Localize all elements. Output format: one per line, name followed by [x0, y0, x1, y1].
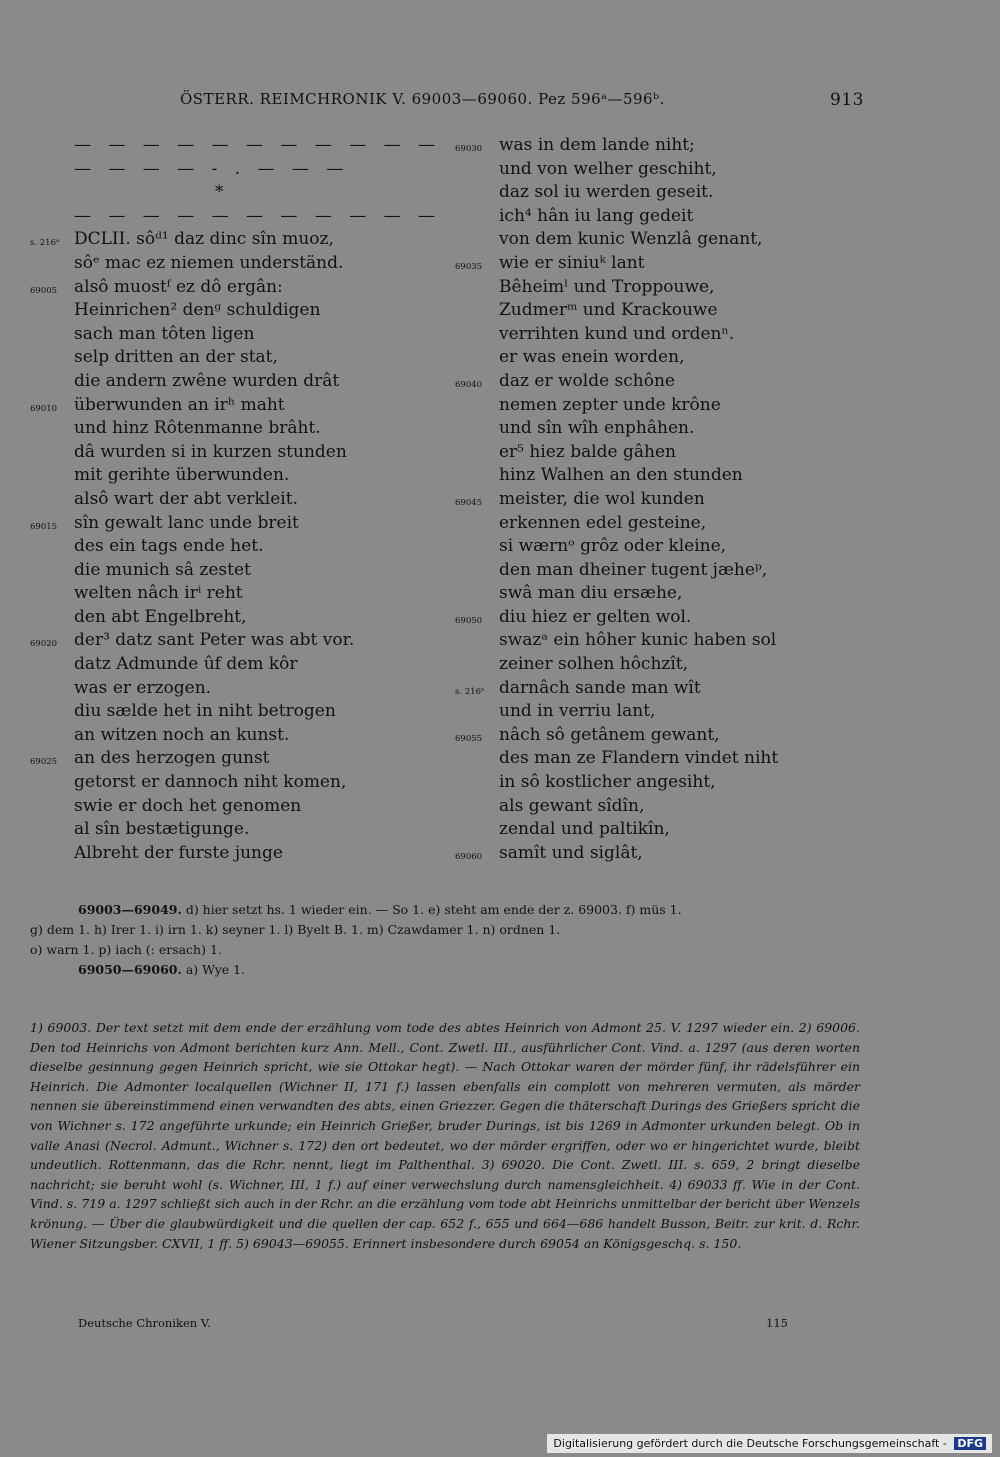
- verse-text: und von welher geschiht,: [499, 158, 717, 179]
- verse-line: [30, 818, 430, 842]
- verse-text: den man dheiner tugent jæheᵖ,: [499, 559, 768, 580]
- line-number: 69050: [455, 615, 483, 626]
- verse-line: [455, 559, 875, 583]
- verse-line: [455, 724, 875, 748]
- verse-line: [30, 700, 430, 724]
- verse-text: nâch sô getânem gewant,: [499, 724, 720, 745]
- line-number: 69030: [455, 144, 483, 154]
- verse-line: [30, 606, 430, 630]
- verse-text: des ein tags ende het.: [74, 536, 264, 557]
- verse-line: [30, 724, 430, 748]
- footer-series: Deutsche Chroniken V.: [78, 1316, 211, 1330]
- apparatus-ref: 69003—69049.: [78, 902, 182, 917]
- verse-line: [30, 512, 430, 536]
- verse-line: [455, 346, 875, 370]
- verse-text: an des herzogen gunst: [74, 748, 270, 769]
- verse-text: Heinrichen² denᵍ schuldigen: [74, 300, 321, 321]
- verse-line: [455, 818, 875, 842]
- verse-column-right: [455, 134, 875, 865]
- verse-text: sîn gewalt lanc unde breit: [74, 512, 299, 533]
- verse-line: [30, 394, 430, 418]
- verse-line: [455, 747, 875, 771]
- verse-line: [455, 158, 875, 182]
- verse-text: an witzen noch an kunst.: [74, 724, 290, 745]
- verse-text: er was enein worden,: [499, 347, 685, 368]
- verse-line: [30, 158, 430, 182]
- verse-text: Bêheimˡ und Troppouwe,: [499, 276, 715, 297]
- verse-line: [455, 535, 875, 559]
- footnotes: 1) 69003. Der text setzt mit dem ende der erzählung vom tode des abtes Heinrich von Admont 25. V. 1297 wieder ein. 2) 69006. Den tod Heinrichs von Admont berichten kurz Ann. Mell., Cont. Zwetl. III., ausführlicher Cont. Vind. a. 1297 (aus deren worten dieselbe gesinnung gegen Heinrich spricht, wie sie Ottokar hegt). — Nach Ottokar waren der mörder fünf, ihr rädelsführer ein Heinrich. Die Admonter localquellen (Wichner II, 171 f.) lassen ebenfalls ein complott von mehreren vermuten, als mörder nennen sie übereinstimmend einen verwandten des abts, einen Griezzer. Gegen die thäterschaft Durings des Grießers spricht die von Wichner s. 172 angeführte urkunde; ein Heinrich Grießer, bruder Durings, ist bis 1269 in Admonter urkunden belegt. Ob in valle Anasi (Necrol. Admunt., Wichner s. 172) den ort bedeutet, wo der mörder ergriffen, oder wo er hingerichtet wurde, bleibt undeutlich. Rottenmann, das die Rchr. nennt, liegt im Palthenthal. 3) 69020. Die Cont. Zwetl. III. s. 659, 2 bringt dieselbe nachricht; sie beruht wohl (s. Wichner, III, 1 f.) auf einer verwechslung durch namensgleichheit. 4) 69033 ff. Wie in der Cont. Vind. s. 719 a. 1297 schließt sich auch in der Rchr. an die erzählung vom tode abt Heinrichs unmittelbar der bericht über Wenzels krönung. — Über die glaubwürdigkeit und die quellen der cap. 652 f., 655 und 664—686 handelt Busson, Beitr. zur krit. d. Rchr. Wiener Sitzungsber. CXVII, 1 ff. 5) 69043—69055. Erinnert insbesondere durch 69054 an Königsgeschq. s. 150.: [30, 1020, 860, 1251]
- verse-line: [30, 464, 430, 488]
- verse-text: swie er doch het genomen: [74, 795, 302, 816]
- verse-text: überwunden an irʰ maht: [74, 394, 285, 415]
- verse-text: welten nâch irⁱ reht: [74, 583, 243, 604]
- verse-line: [455, 417, 875, 441]
- verse-line: [30, 370, 430, 394]
- verse-text: — — — — — — — — — — —: [74, 205, 442, 226]
- verse-line: [30, 252, 430, 276]
- verse-text: in sô kostlicher angesiht,: [499, 772, 716, 793]
- verse-text: zeiner solhen hôchzît,: [499, 654, 689, 675]
- verse-line: [30, 488, 430, 512]
- verse-column-left: [30, 134, 442, 865]
- verse-text: erkennen edel gesteine,: [499, 512, 707, 533]
- verse-text: diu hiez er gelten wol.: [499, 606, 692, 627]
- verse-text: nemen zepter unde krône: [499, 394, 721, 415]
- verse-line: [455, 394, 875, 418]
- apparatus-ref: 69050—69060.: [78, 962, 182, 977]
- line-number: 69005: [30, 285, 58, 296]
- verse-text: — — — — - . — — —: [74, 158, 350, 179]
- line-number: 69040: [455, 379, 483, 390]
- verse-line: [455, 582, 875, 606]
- verse-text: selp dritten an der stat,: [74, 347, 278, 368]
- dfg-banner: [547, 1434, 992, 1453]
- verse-text: *: [215, 182, 224, 203]
- verse-text: hinz Walhen an den stunden: [499, 465, 743, 486]
- verse-text: Zudmerᵐ und Krackouwe: [499, 300, 718, 321]
- verse-line: [30, 323, 430, 347]
- verse-text: er⁵ hiez balde gâhen: [499, 441, 676, 462]
- verse-text: ich⁴ hân iu lang gedeit: [499, 205, 694, 226]
- verse-line: [455, 299, 875, 323]
- verse-text: darnâch sande man wît: [499, 677, 701, 698]
- verse-line: [455, 795, 875, 819]
- verse-line: [455, 323, 875, 347]
- verse-line: [455, 700, 875, 724]
- line-number: s. 216ᵇ: [455, 686, 485, 697]
- verse-text: swâ man diu ersæhe,: [499, 583, 683, 604]
- running-header: [180, 90, 870, 108]
- verse-text: dâ wurden si in kurzen stunden: [74, 441, 347, 462]
- verse-text: die munich sâ zestet: [74, 559, 251, 580]
- verse-line: [30, 205, 442, 229]
- verse-line: [30, 181, 430, 205]
- verse-text: swazᵃ ein hôher kunic haben sol: [499, 630, 777, 651]
- verse-line: [30, 299, 430, 323]
- verse-line: [455, 677, 875, 701]
- verse-text: und sîn wîh enphâhen.: [499, 418, 695, 439]
- verse-line: [30, 747, 430, 771]
- page-number: 913: [830, 90, 864, 110]
- verse-text: sach man tôten ligen: [74, 323, 255, 344]
- dfg-text: Digitalisierung gefördert durch die Deutsche Forschungsgemeinschaft -: [553, 1437, 947, 1450]
- verse-text: daz sol iu werden geseit.: [499, 182, 714, 203]
- verse-text: zendal und paltikîn,: [499, 819, 670, 840]
- verse-text: DCLII. sôᵈ¹ daz dinc sîn muoz,: [74, 229, 334, 250]
- verse-text: — — — — — — — — — — —: [74, 135, 442, 155]
- verse-text: samît und siglât,: [499, 842, 643, 863]
- verse-line: [30, 771, 430, 795]
- verse-line: [30, 535, 430, 559]
- footer-signature: 115: [766, 1316, 788, 1330]
- dfg-logo: DFG: [954, 1437, 986, 1450]
- verse-line: [30, 228, 430, 252]
- verse-text: des man ze Flandern vindet niht: [499, 748, 779, 769]
- verse-text: mit gerihte überwunden.: [74, 465, 290, 486]
- line-number: 69010: [30, 403, 58, 414]
- verse-text: si wærnᵒ grôz oder kleine,: [499, 536, 727, 557]
- apparatus-text: g) dem 1. h) Irer 1. i) irn 1. k) seyner 1. l) Byelt B. 1. m) Czawdamer 1. n) ordnen 1.: [30, 922, 561, 937]
- line-number: 69015: [30, 521, 58, 532]
- verse-text: getorst er dannoch niht komen,: [74, 772, 347, 793]
- verse-text: und hinz Rôtenmanne brâht.: [74, 418, 321, 439]
- apparatus-text: o) warn 1. p) iach (: ersach) 1.: [30, 942, 222, 957]
- verse-text: und in verriu lant,: [499, 701, 656, 722]
- critical-apparatus: [30, 900, 860, 980]
- line-number: s. 216ᵃ: [30, 238, 60, 249]
- verse-text: diu sælde het in niht betrogen: [74, 701, 336, 722]
- line-number: 69025: [30, 757, 58, 768]
- verse-line: [30, 582, 430, 606]
- verse-line: [455, 464, 875, 488]
- verse-text: verrihten kund und ordenⁿ.: [499, 323, 735, 344]
- verse-text: der³ datz sant Peter was abt vor.: [74, 630, 355, 651]
- verse-line: [455, 842, 875, 866]
- verse-line: [455, 228, 875, 252]
- line-number: 69060: [455, 851, 483, 862]
- running-title: ÖSTERR. REIMCHRONIK V. 69003—69060. Pez 596ᵃ—596ᵇ.: [180, 90, 665, 108]
- verse-line: [455, 441, 875, 465]
- verse-line: [455, 606, 875, 630]
- verse-line: [455, 252, 875, 276]
- verse-line: [30, 417, 430, 441]
- verse-text: alsô wart der abt verkleit.: [74, 488, 298, 509]
- verse-text: was in dem lande niht;: [499, 135, 695, 155]
- verse-line: [30, 134, 442, 158]
- verse-text: die andern zwêne wurden drât: [74, 370, 340, 391]
- verse-text: Albreht der furste junge: [74, 842, 283, 863]
- verse-text: daz er wolde schône: [499, 370, 675, 391]
- verse-line: [455, 205, 875, 229]
- line-number: 69035: [455, 261, 483, 272]
- verse-text: sôᵉ mac ez niemen underständ.: [74, 252, 344, 273]
- page-footer: [78, 1316, 788, 1330]
- verse-line: [30, 653, 430, 677]
- verse-line: [455, 653, 875, 677]
- verse-line: [455, 512, 875, 536]
- verse-text: datz Admunde ûf dem kôr: [74, 654, 298, 675]
- verse-line: [30, 677, 430, 701]
- verse-line: [30, 795, 430, 819]
- verse-line: [30, 629, 430, 653]
- verse-text: den abt Engelbreht,: [74, 606, 247, 627]
- apparatus-text: d) hier setzt hs. 1 wieder ein. — So 1. e) steht am ende der z. 69003. f) müs 1.: [185, 902, 682, 917]
- verse-line: [455, 134, 875, 158]
- verse-line: [455, 488, 875, 512]
- verse-line: [30, 842, 430, 866]
- verse-line: [30, 346, 430, 370]
- verse-text: alsô muostᶠ ez dô ergân:: [74, 276, 283, 297]
- verse-text: als gewant sîdîn,: [499, 795, 645, 816]
- verse-text: von dem kunic Wenzlâ genant,: [499, 229, 763, 250]
- verse-line: [455, 276, 875, 300]
- verse-line: [455, 370, 875, 394]
- verse-text: wie er siniuᵏ lant: [499, 252, 645, 273]
- verse-text: was er erzogen.: [74, 677, 212, 698]
- verse-text: al sîn bestætigunge.: [74, 819, 250, 840]
- line-number: 69045: [455, 497, 483, 508]
- verse-line: [30, 559, 430, 583]
- verse-text: meister, die wol kunden: [499, 488, 705, 509]
- verse-line: [455, 629, 875, 653]
- line-number: 69055: [455, 733, 483, 744]
- line-number: 69020: [30, 639, 58, 650]
- verse-line: [30, 441, 430, 465]
- verse-line: [455, 181, 875, 205]
- apparatus-text: a) Wye 1.: [185, 962, 246, 977]
- verse-line: [30, 276, 430, 300]
- verse-line: [455, 771, 875, 795]
